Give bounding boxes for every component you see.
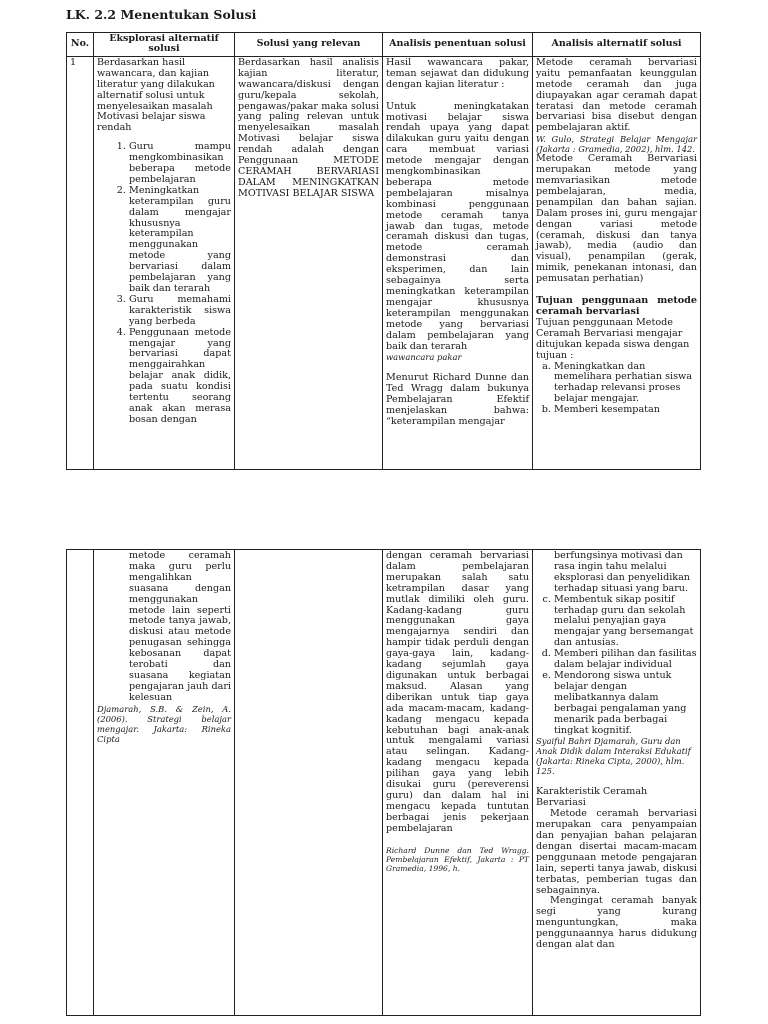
analisis-paragraph: dengan ceramah bervariasi dalam pembelajaran merupakan salah satu ketrampilan dasar yang mutlak dimiliki oleh guru. Kadang-kadang guru menggunakan gaya mengajarnya sendiri dan hampir tidak perduli dengan gaya-gaya lain, kadang-kadang sejumlah gaya digunakan untuk berbagai maksud. Alasan yang diberikan untuk tiap gaya ada macam-macam, kadang-kadang mengacu kepada kebutuhan bagi anak-anak untuk mengalami variasi atau selingan. Kadang-kadang mengacu kepada pilihan gaya yang lebih disukai guru (pereverensi guru) dan dalam hal ini mengacu kepada tuntutan berbagai jenis pekerjaan pembelajaran — [386, 550, 529, 834]
alternatif-list — [536, 362, 697, 417]
list-item: 3. Guru memahami karakteristik siswa yang berbeda — [129, 295, 231, 328]
alternatif-continued: berfungsinya motivasi dan rasa ingin tahu melalui eksplorasi dan penyelidikan terhadap situasi yang baru. — [554, 550, 690, 594]
alternatif-heading: Tujuan penggunaan metode ceramah bervariasi — [536, 295, 697, 317]
header-analisis-alternatif: Analisis alternatif solusi — [533, 33, 701, 57]
alternatif-paragraph: Metode Ceramah Bervariasi merupakan metode yang memvariasikan metode pembelajaran, media, penampilan dan bahan sajian. Dalam proses ini, guru mengajar dengan variasi metode (ceramah, diskusi dan tanya jawab), media (audio dan visual), penampilan (gerak, mimik, penekanan intonasi, dan pemusatan perhatian) — [536, 153, 697, 285]
alternatif-paragraph: Metode ceramah bervariasi yaitu pemanfaatan keunggulan metode ceramah dan juga diupayakan agar ceramah dapat teratasi dan metode ceramah bervariasi bisa disebut dengan pembelajaran aktif. — [536, 56, 697, 134]
analisis-citation: Richard Dunne dan Ted Wragg. Pembelajaran Efektif, Jakarta : PT Gramedia, 1996, h. — [386, 845, 529, 873]
list-item: 4. Penggunaan metode mengajar yang bervariasi dapat menggairahkan belajar anak didik, pada suatu kondisi tertentu seorang anak akan merasa bosan dengan — [129, 328, 231, 426]
alternatif-citation: W. Gulo, Strategi Belajar Mengajar (Jakarta : Gramedia, 2002), hlm. 142. — [536, 134, 697, 155]
alternatif-paragraph: Metode ceramah bervariasi merupakan cara penyampaian dan penyajian bahan pelajaran dengan disertai macam-macam penggunaan metode pengajaran lain, seperti tanya jawab, diskusi terbatas, pemberian tugas dan sebagainnya. — [536, 808, 697, 896]
eksplorasi-intro: Berdasarkan hasil wawancara, dan kajian literatur yang dilakukan alternatif solusi untuk menyelesaikan masalah Motivasi belajar siswa rendah — [97, 56, 215, 134]
list-item: e. Mendorong siswa untuk belajar dengan melibatkannya dalam berbagai pengalaman yang menarik pada berbagai tingkat kognitif. — [554, 671, 697, 736]
table-row — [67, 550, 701, 1016]
list-item: a. Meningkatkan dan memelihara perhatian siswa terhadap relevansi proses belajar mengajar. — [554, 362, 697, 406]
cell-analisis-alternatif — [533, 550, 701, 1016]
page-title: LK. 2.2 Menentukan Solusi — [66, 7, 257, 22]
list-item: 1. Guru mampu mengkombinasikan beberapa metode pembelajaran — [129, 142, 231, 186]
solution-table-part-1 — [66, 32, 701, 470]
eksplorasi-list — [97, 142, 231, 426]
cell-analisis-penentuan — [383, 56, 533, 469]
solusi-text: Berdasarkan hasil analisis kajian literatur, wawancara/diskusi dengan guru/kepala sekolah, pengawas/pakar maka solusi yang paling relevan untuk menyelesaikan masalah Motivasi belajar siswa rendah adalah dengan Penggunaan METODE CERAMAH BERVARIASI DALAM MENINGKATKAN MOTIVASI BELAJAR SISWA — [238, 56, 379, 199]
eksplorasi-continued: metode ceramah maka guru perlu mengalihkan suasana dengan menggunakan metode lain seperti metode tanya jawab, diskusi atau metode penugasan sehingga kebosanan dapat terobati dan suasana kegiatan pengajaran jauh dari kelesuan — [129, 550, 231, 703]
cell-no — [67, 550, 94, 1016]
analisis-paragraph: Menurut Richard Dunne dan Ted Wragg dalam bukunya Pembelajaran Efektif menjelaskan bahwa: “keterampilan mengajar — [386, 372, 529, 428]
header-analisis-penentuan: Analisis penentuan solusi — [383, 33, 533, 57]
analisis-paragraph: Hasil wawancara pakar, teman sejawat dan didukung dengan kajian literatur : — [386, 56, 529, 90]
analisis-citation: wawancara pakar — [386, 352, 462, 363]
cell-solusi — [235, 550, 383, 1016]
cell-analisis-alternatif — [533, 56, 701, 469]
alternatif-list — [536, 595, 697, 737]
header-no: No. — [67, 33, 94, 57]
cell-eksplorasi — [94, 550, 235, 1016]
list-item: c. Membentuk sikap positif terhadap guru dan sekolah melalui penyajian gaya mengajar yang bersemangat dan antusias. — [554, 595, 697, 650]
eksplorasi-citation: Djamarah, S.B. & Zein, A. (2006). Strategi belajar mengajar. Jakarta: Rineka Cipta — [97, 703, 231, 744]
list-item: 2. Meningkatkan keterampilan guru dalam mengajar khususnya keterampilan menggunakan metode yang bervariasi dalam pembelajaran yang baik dan terarah — [129, 186, 231, 295]
header-solusi: Solusi yang relevan — [235, 33, 383, 57]
analisis-paragraph: Untuk meningkatakan motivasi belajar siswa rendah upaya yang dapat dilakukan guru yaitu dengan cara membuat variasi metode mengajar dengan mengkombinasikan beberapa metode pembelajaran misalnya kombinasi penggunaan metode ceramah tanya jawab dan tugas, metode ceramah diskusi dan tugas, metode ceramah demonstrasi dan eksperimen, dan lain sebagainya serta meningkatkan keterampilan mengajar khususnya keterampilan menggunakan metode yang bervariasi dalam pembelajaran yang baik dan terarah — [386, 100, 529, 352]
cell-analisis-penentuan — [383, 550, 533, 1016]
alternatif-heading: Karakteristik Ceramah Bervariasi — [536, 786, 648, 809]
list-item: d. Memberi pilihan dan fasilitas dalam belajar individual — [554, 649, 697, 671]
solution-table-part-2 — [66, 549, 701, 1016]
alternatif-citation: Syaiful Bahri Djamarah, Guru dan Anak Didik dalam Interaksi Edukatif (Jakarta: Rineka Cipta, 2000), hlm. 125. — [536, 736, 691, 777]
table-header-row — [67, 33, 701, 57]
cell-solusi — [235, 56, 383, 469]
alternatif-paragraph: Tujuan penggunaan Metode Ceramah Bervariasi mengajar ditujukan kepada siswa dengan tujuan : — [536, 316, 690, 361]
table-row — [67, 56, 701, 469]
alternatif-paragraph: Mengingat ceramah banyak segi yang kurang menguntungkan, maka penggunaannya harus didukung dengan alat dan — [536, 895, 697, 951]
cell-no: 1 — [67, 56, 94, 469]
cell-eksplorasi — [94, 56, 235, 469]
list-item: b. Memberi kesempatan — [554, 405, 697, 416]
header-eksplorasi: Eksplorasi alternatif solusi — [94, 33, 235, 57]
